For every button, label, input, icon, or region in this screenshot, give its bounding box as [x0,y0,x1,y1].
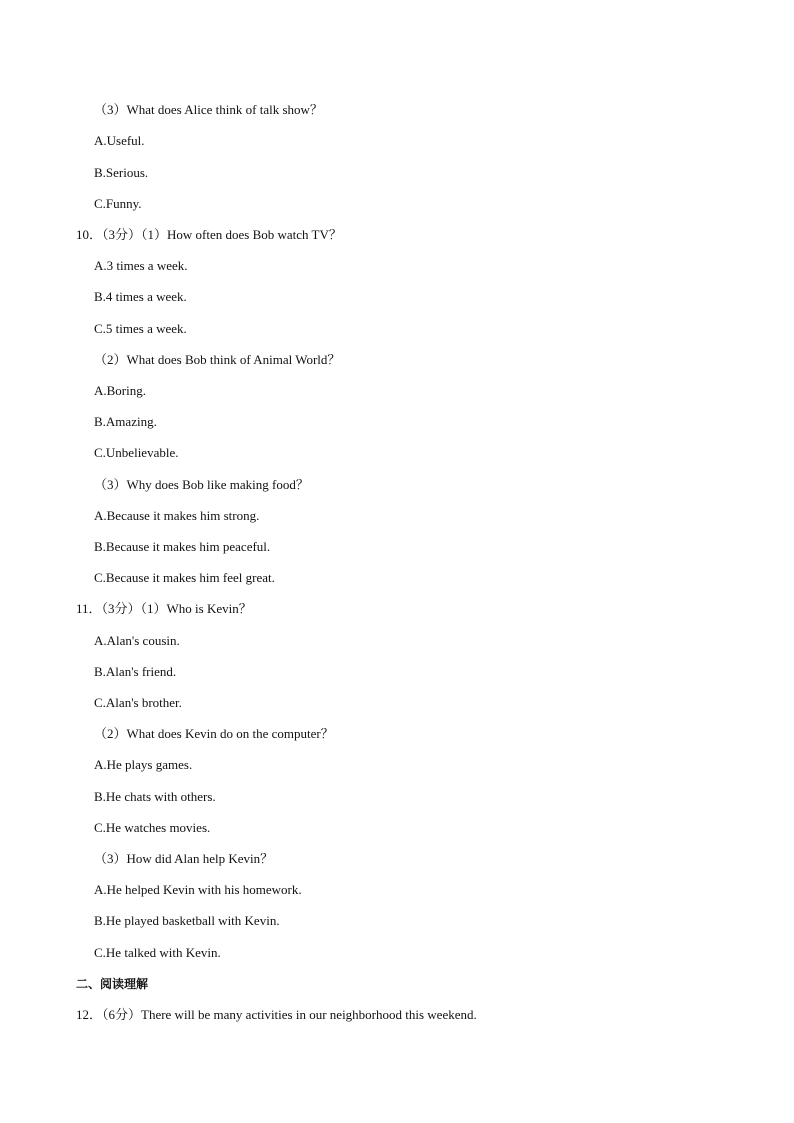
q11-sub1-option-c: C.Alan's brother. [94,695,182,710]
q10-sub1-option-b: B.4 times a week. [94,289,187,304]
q9-sub3-option-a: A.Useful. [94,133,145,148]
section-title: 二、阅读理解 [76,977,149,991]
q10-sub2-prompt: （2）What does Bob think of Animal World？ [94,352,341,367]
q11-sub1-option-a: A.Alan's cousin. [94,633,180,648]
q10-sub2-option-a: A.Boring. [94,383,146,398]
q11-sub3-prompt: （3）How did Alan help Kevin？ [94,851,274,866]
q10-sub1-option-c: C.5 times a week. [94,321,187,336]
q10-sub3-prompt: （3）Why does Bob like making food？ [94,477,309,492]
q11-sub1-option-b: B.Alan's friend. [94,664,177,679]
q11-sub2-option-b: B.He chats with others. [94,789,216,804]
q12-header: 12．（6分）There will be many activities in our neighborhood this weekend. [76,1007,477,1022]
q9-sub3-option-b: B.Serious. [94,165,149,180]
q11-sub3-option-c: C.He talked with Kevin. [94,945,221,960]
q9-sub3-prompt: （3）What does Alice think of talk show？ [94,102,323,117]
q11-sub2-option-a: A.He plays games. [94,757,193,772]
q10-sub3-option-b: B.Because it makes him peaceful. [94,539,271,554]
q11-sub3-option-a: A.He helped Kevin with his homework. [94,882,302,897]
q10-sub1-option-a: A.3 times a week. [94,258,188,273]
q11-sub2-option-c: C.He watches movies. [94,820,211,835]
q10-sub2-option-c: C.Unbelievable. [94,445,179,460]
q11-sub3-option-b: B.He played basketball with Kevin. [94,913,280,928]
q11-header: 11．（3分）（1）Who is Kevin？ [76,601,252,616]
q10-sub3-option-a: A.Because it makes him strong. [94,508,260,523]
q10-sub2-option-b: B.Amazing. [94,414,157,429]
q9-sub3-option-c: C.Funny. [94,196,142,211]
q10-sub3-option-c: C.Because it makes him feel great. [94,570,275,585]
q11-sub2-prompt: （2）What does Kevin do on the computer？ [94,726,334,741]
q10-header: 10．（3分）（1）How often does Bob watch TV？ [76,227,342,242]
